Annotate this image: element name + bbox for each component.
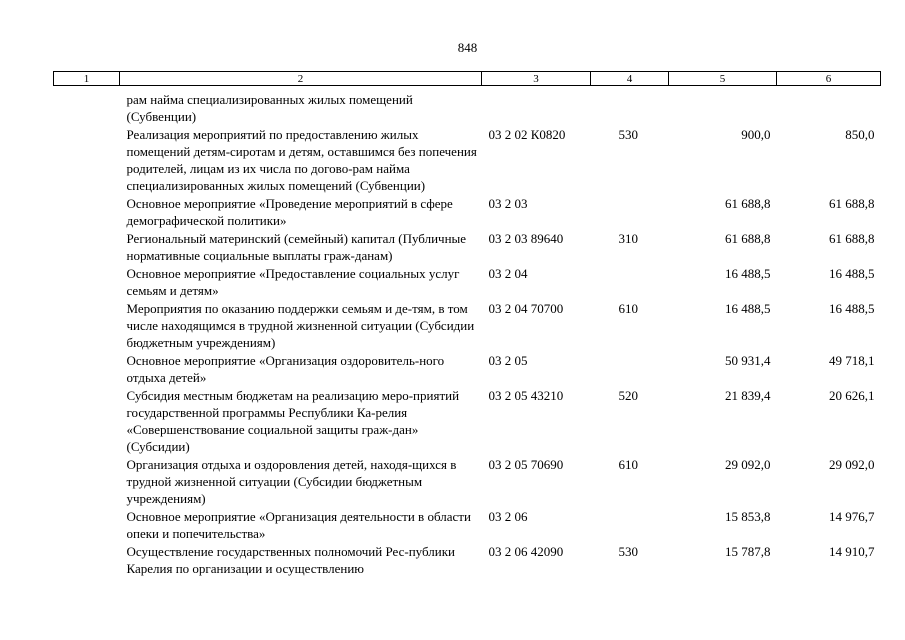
table-row [54,265,881,300]
row-name-cell: Основное мероприятие «Организация оздоровитель-ного отдыха детей» [126,353,445,385]
row-type-cell: 610 [618,457,638,472]
row-type-cell [591,352,669,387]
row-name-cell: Основное мероприятие «Предоставление социальных услуг семьям и детям» [126,266,460,298]
row-code-cell: 03 2 05 70690 [488,457,564,472]
row-value-2017-cell: 61 688,8 [725,196,771,211]
row-value-2017-cell: 50 931,4 [725,353,771,368]
row-type-cell: 310 [618,231,638,246]
row-value-2018-cell: 16 488,5 [829,301,875,316]
row-index-cell [54,300,120,352]
row-code-cell: 03 2 02 К0820 [488,127,566,142]
row-value-2018-cell: 850,0 [845,127,875,142]
row-code-cell: 03 2 04 70700 [488,301,564,316]
row-name-cell: Мероприятия по оказанию поддержки семьям и де-тям, в том числе находящимся в трудной жизненной ситуации (Субсидии бюджетным учреждениям) [126,301,475,350]
table-row [54,300,881,352]
row-value-2018-cell: 61 688,8 [829,196,875,211]
row-code-cell [482,86,591,127]
row-code-cell: 03 2 06 42090 [488,544,564,559]
row-type-cell [591,508,669,543]
row-name-cell: Основное мероприятие «Проведение мероприятий в сфере демографической политики» [126,196,453,228]
row-name-cell: Основное мероприятие «Организация деятельности в области опеки и попечительства» [126,509,471,541]
table-header [54,72,881,86]
table-row [54,543,881,578]
row-code-cell: 03 2 04 [488,266,528,281]
row-type-cell [591,265,669,300]
column-header-1: 1 [54,72,120,86]
row-value-2017-cell: 15 787,8 [725,544,771,559]
row-type-cell [591,86,669,127]
row-value-2017-cell: 61 688,8 [725,231,771,246]
row-value-2018-cell: 14 910,7 [829,544,875,559]
page-number: 848 [457,40,478,55]
row-type-cell: 530 [618,127,638,142]
row-value-2017-cell: 15 853,8 [725,509,771,524]
row-type-cell [591,195,669,230]
table-row [54,230,881,265]
row-value-2018-cell: 49 718,1 [829,353,875,368]
column-header-6: 6 [777,72,881,86]
row-name-cell: Осуществление государственных полномочий Рес-публики Карелия по организации и осуществлению [126,544,455,576]
budget-table [53,71,881,578]
row-name-cell: Субсидия местным бюджетам на реализацию меро-приятий государственной программы Республики Ка-релия «Совершенствование социальной защиты граж-дан» (Субсидии) [126,388,460,454]
row-value-2018-cell: 61 688,8 [829,231,875,246]
row-type-cell: 610 [618,301,638,316]
row-code-cell: 03 2 06 [488,509,528,524]
column-header-2: 2 [120,72,482,86]
table-row [54,352,881,387]
row-code-cell: 03 2 03 [488,196,528,211]
table-row [54,195,881,230]
row-value-2018-cell: 16 488,5 [829,266,875,281]
row-value-2017-cell: 900,0 [741,127,771,142]
row-value-2018-cell: 20 626,1 [829,388,875,403]
row-value-2018-cell [777,86,881,127]
row-index-cell [54,195,120,230]
table-row [54,387,881,456]
table-row [54,126,881,195]
row-code-cell: 03 2 05 43210 [488,388,564,403]
row-index-cell [54,387,120,456]
table-row [54,456,881,508]
row-index-cell [54,86,120,127]
row-index-cell [54,265,120,300]
row-code-cell: 03 2 05 [488,353,528,368]
row-value-2018-cell: 14 976,7 [829,509,875,524]
row-value-2017-cell: 16 488,5 [725,301,771,316]
column-header-5: 5 [669,72,777,86]
row-index-cell [54,508,120,543]
row-index-cell [54,230,120,265]
row-value-2018-cell: 29 092,0 [829,457,875,472]
row-name-cell: рам найма специализированных жилых помещений (Субвенции) [126,92,413,124]
row-name-cell: Региональный материнский (семейный) капитал (Публичные нормативные социальные выплаты граж-данам) [126,231,467,263]
row-value-2017-cell: 16 488,5 [725,266,771,281]
row-code-cell: 03 2 03 89640 [488,231,564,246]
row-name-cell: Организация отдыха и оздоровления детей, находя-щихся в трудной жизненной ситуации (Субсидии бюджетным учреждениям) [126,457,457,506]
row-type-cell: 520 [618,388,638,403]
row-value-2017-cell: 29 092,0 [725,457,771,472]
column-header-4: 4 [591,72,669,86]
row-index-cell [54,456,120,508]
table-body [54,86,881,579]
row-index-cell [54,543,120,578]
row-index-cell [54,352,120,387]
row-value-2017-cell: 21 839,4 [725,388,771,403]
row-index-cell [54,126,120,195]
row-name-cell: Реализация мероприятий по предоставлению жилых помещений детям-сиротам и детям, оставшимся без попечения родителей, лицам из их числа по догово-рам найма специализированных жилых помещений (Субвенции) [126,127,477,193]
table-row [54,508,881,543]
column-header-3: 3 [482,72,591,86]
row-value-2017-cell [669,86,777,127]
table-row [54,86,881,127]
row-type-cell: 530 [618,544,638,559]
